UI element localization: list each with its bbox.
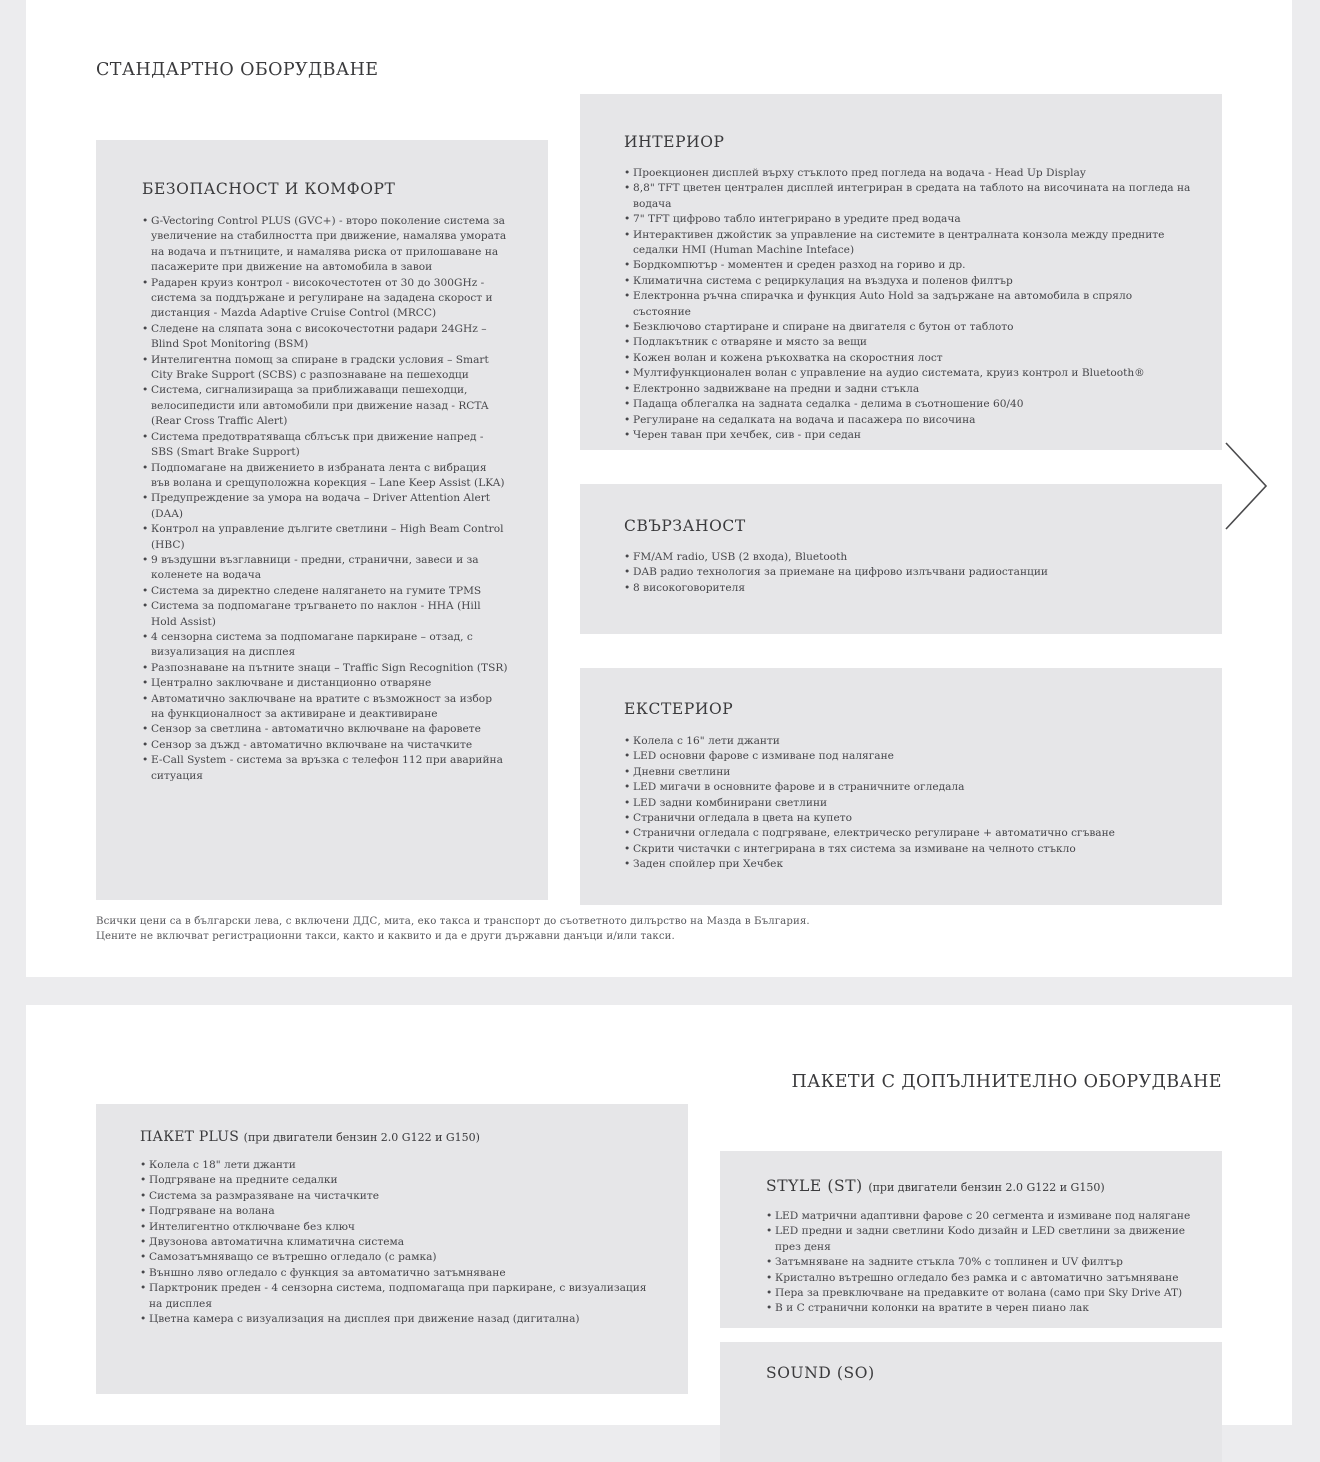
list-item: • Парктроник преден - 4 сензорна система, подпомагаща при паркиране, с визуализация на дисплея <box>140 1281 658 1312</box>
plus-package-panel <box>96 1104 688 1394</box>
list-item: • Колела с 16" лети джанти <box>624 734 1192 749</box>
list-item: • 8 високоговорителя <box>624 581 1192 596</box>
section-title: ЕКСТЕРИОР <box>624 700 734 718</box>
package-note: (при двигатели бензин 2.0 G122 и G150) <box>868 1181 1105 1194</box>
list-item: • Черен таван при хечбек, сив - при седан <box>624 428 1192 443</box>
list-item: • Система за размразяване на чистачките <box>140 1189 658 1204</box>
list-item: • Автоматично заключване на вратите с възможност за избор на функционалност за активиране и деактивиране <box>142 692 508 723</box>
section-title: СВЪРЗАНОСТ <box>624 517 746 535</box>
list-item: • Система за подпомагане тръгването по наклон - HHA (Hill Hold Assist) <box>142 599 508 630</box>
list-item: • 4 сензорна система за подпомагане паркиране – отзад, с визуализация на дисплея <box>142 630 508 661</box>
list-item: • Сензор за дъжд - автоматично включване на чистачките <box>142 738 508 753</box>
list-item: • Скрити чистачки с интегрирана в тях система за измиване на челното стъкло <box>624 842 1192 857</box>
page-equipment-packages <box>26 1005 1292 1425</box>
list-item: • Система предотвратяваща сблъсък при движение напред - SBS (Smart Brake Support) <box>142 430 508 461</box>
section-title: SOUND (SO) <box>766 1364 875 1382</box>
list-item: • LED задни комбинирани светлини <box>624 796 1192 811</box>
list-item: • Предупреждение за умора на водача – Driver Attention Alert (DAA) <box>142 491 508 522</box>
interior-list <box>624 166 1192 443</box>
list-item: • Цветна камера с визуализация на дисплея при движение назад (дигитална) <box>140 1312 658 1327</box>
list-item: • FM/AM radio, USB (2 входа), Bluetooth <box>624 550 1192 565</box>
chevron-right-icon <box>1224 440 1270 532</box>
list-item: • Климатична система с рециркулация на въздуха и поленов филтър <box>624 274 1192 289</box>
list-item: • LED мигачи в основните фарове и в страничните огледала <box>624 780 1192 795</box>
page-standard-equipment <box>26 0 1292 977</box>
price-footnote <box>96 914 810 945</box>
style-package-panel <box>720 1151 1222 1328</box>
package-note: (при двигатели бензин 2.0 G122 и G150) <box>243 1131 480 1144</box>
list-item: • Самозатъмняващо се вътрешно огледало (с рамка) <box>140 1250 658 1265</box>
list-item: • Сензор за светлина - автоматично включване на фаровете <box>142 722 508 737</box>
list-item: • Система, сигнализираща за приближаващи пешеходци, велосипедисти или автомобили при движение назад - RCTA (Rear Cross Traffic Alert) <box>142 383 508 429</box>
list-item: • Следене на сляпата зона с високочестотни радари 24GHz – Blind Spot Monitoring (BSM) <box>142 322 508 353</box>
list-item: • Електронна ръчна спирачка и функция Auto Hold за задържане на автомобила в спряло състояние <box>624 289 1192 320</box>
list-item: • Двузонова автоматична климатична система <box>140 1235 658 1250</box>
list-item: • Електронно задвижване на предни и задни стъкла <box>624 382 1192 397</box>
list-item: • LED матрични адаптивни фарове с 20 сегмента и измиване под налягане <box>766 1209 1202 1224</box>
list-item: • Затъмняване на задните стъкла 70% с топлинен и UV филтър <box>766 1255 1202 1270</box>
footnote-line: Всички цени са в български лева, с включени ДДС, мита, еко такса и транспорт до съответното дилърство на Мазда в България. <box>96 916 810 927</box>
connectivity-list <box>624 550 1192 596</box>
package-name: STYLE (ST) <box>766 1177 863 1195</box>
footnote-line: Цените не включват регистрационни такси, както и каквито и да е други държавни данъци и/или такси. <box>96 931 675 943</box>
section-title: БЕЗОПАСНОСТ И КОМФОРТ <box>142 180 396 198</box>
page-title: ПАКЕТИ С ДОПЪЛНИТЕЛНО ОБОРУДВАНЕ <box>791 1072 1222 1092</box>
list-item: • Безключово стартиране и спиране на двигателя с бутон от таблото <box>624 320 1192 335</box>
list-item: • Радарен круиз контрол - високочестотен от 30 до 300GHz - система за поддържане и регулиране на зададена скорост и дистанция - Mazda Adaptive Cruise Control (MRCC) <box>142 276 508 322</box>
list-item: • LED предни и задни светлини Kodo дизайн и LED светлини за движение през деня <box>766 1224 1202 1255</box>
list-item: • 8,8" TFT цветен централен дисплей интегриран в средата на таблото на височината на погледа на водача <box>624 181 1192 212</box>
list-item: • Подгряване на волана <box>140 1204 658 1219</box>
sound-package-panel <box>720 1342 1222 1462</box>
list-item: • Интелигентно отключване без ключ <box>140 1220 658 1235</box>
list-item: • Подпомагане на движението в избраната лента с вибрация във волана и срещуположна корекция – Lane Keep Assist (LKA) <box>142 461 508 492</box>
list-item: • Интерактивен джойстик за управление на системите в централната конзола между предните седалки HMI (Human Machine Inteface) <box>624 228 1192 259</box>
list-item: • Дневни светлини <box>624 765 1192 780</box>
list-item: • DAB радио технология за приемане на цифрово излъчвани радиостанции <box>624 565 1192 580</box>
list-item: • G-Vectoring Control PLUS (GVC+) - второ поколение система за увеличение на стабилността при движение, намалява умората на водача и пътниците, и намалява риска от прилошаване на пасажерите при движение на автомобила в завои <box>142 214 508 276</box>
connectivity-panel <box>580 484 1222 634</box>
list-item: • Бордкомпютър - моментен и среден разход на гориво и др. <box>624 258 1192 273</box>
list-item: • Заден спойлер при Хечбек <box>624 857 1192 872</box>
list-item: • LED основни фарове с измиване под налягане <box>624 749 1192 764</box>
list-item: • 9 въздушни възглавници - предни, странични, завеси и за коленете на водача <box>142 553 508 584</box>
list-item: • Кристално вътрешно огледало без рамка и с автоматично затъмняване <box>766 1271 1202 1286</box>
list-item: • Подлакътник с отваряне и място за вещи <box>624 335 1192 350</box>
safety-comfort-list <box>142 214 508 784</box>
list-item: • Система за директно следене налягането на гумите TPMS <box>142 584 508 599</box>
list-item: • Странични огледала в цвета на купето <box>624 811 1192 826</box>
page-title: СТАНДАРТНО ОБОРУДВАНЕ <box>96 60 379 80</box>
list-item: • Външно ляво огледало с функция за автоматично затъмняване <box>140 1266 658 1281</box>
list-item: • Регулиране на седалката на водача и пасажера по височина <box>624 413 1192 428</box>
exterior-list <box>624 734 1192 873</box>
list-item: • В и С странични колонки на вратите в черен пиано лак <box>766 1301 1202 1316</box>
list-item: • Интелигентна помощ за спиране в градски условия – Smart City Brake Support (SCBS) с разпознаване на пешеходци <box>142 353 508 384</box>
list-item: • Кожен волан и кожена ръкохватка на скоростния лост <box>624 351 1192 366</box>
section-title <box>766 1177 1202 1195</box>
list-item: • Подгряване на предните седалки <box>140 1173 658 1188</box>
list-item: • Централно заключване и дистанционно отваряне <box>142 676 508 691</box>
list-item: • Падаща облегалка на задната седалка - делима в съотношение 60/40 <box>624 397 1192 412</box>
plus-package-list <box>140 1158 658 1327</box>
list-item: • Разпознаване на пътните знаци – Traffic Sign Recognition (TSR) <box>142 661 508 676</box>
section-title: ИНТЕРИОР <box>624 133 725 151</box>
next-page-button[interactable] <box>1224 440 1270 532</box>
list-item: • E-Call System - система за връзка с телефон 112 при аварийна ситуация <box>142 753 508 784</box>
interior-panel <box>580 94 1222 450</box>
section-title <box>140 1129 658 1145</box>
exterior-panel <box>580 668 1222 905</box>
list-item: • Колела с 18" лети джанти <box>140 1158 658 1173</box>
list-item: • 7" TFT цифрово табло интегрирано в уредите пред водача <box>624 212 1192 227</box>
list-item: • Пера за превключване на предавките от волана (само при Sky Drive AT) <box>766 1286 1202 1301</box>
list-item: • Проекционен дисплей върху стъклото пред погледа на водача - Head Up Display <box>624 166 1192 181</box>
list-item: • Мултифункционален волан с управление на аудио системата, круиз контрол и Bluetooth® <box>624 366 1192 381</box>
list-item: • Контрол на управление дългите светлини – High Beam Control (HBC) <box>142 522 508 553</box>
safety-comfort-panel <box>96 140 548 900</box>
list-item: • Странични огледала с подгряване, електрическо регулиране + автоматично сгъване <box>624 826 1192 841</box>
package-name: ПАКЕТ PLUS <box>140 1129 239 1145</box>
style-package-list <box>766 1209 1202 1317</box>
